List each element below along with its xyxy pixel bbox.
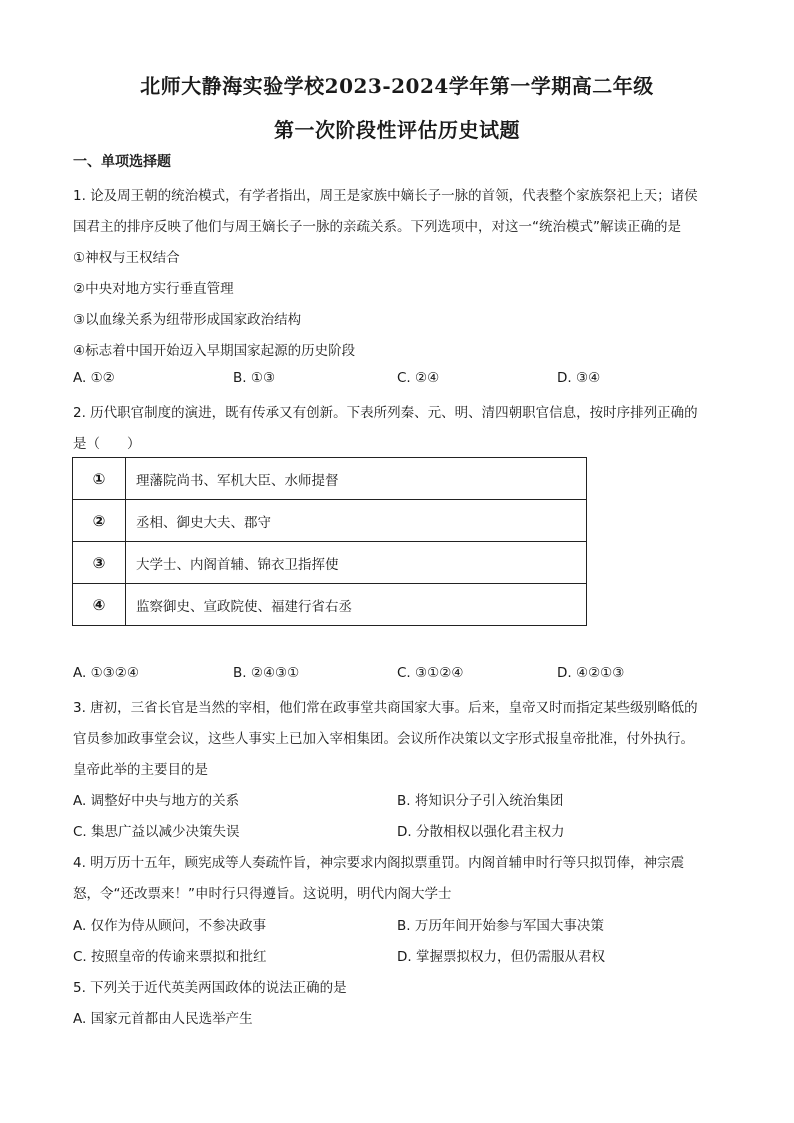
- q3-option-d[interactable]: D. 分散相权以强化君主权力: [397, 824, 565, 840]
- q4-stem-line2: 怒，令“还改票来！”申时行只得遵旨。这说明，明代内阁大学士: [73, 886, 452, 902]
- q2-option-c[interactable]: C. ③①②④: [397, 665, 464, 681]
- q1-item-1: ①神权与王权结合: [73, 250, 180, 266]
- q2-option-b[interactable]: B. ②④③①: [233, 665, 300, 681]
- q3-stem-line3: 皇帝此举的主要目的是: [73, 762, 208, 778]
- q4-option-b[interactable]: B. 万历年间开始参与军国大事决策: [397, 918, 604, 934]
- q4-option-a[interactable]: A. 仅作为侍从顾问，不参决政事: [73, 918, 267, 934]
- q3-option-c[interactable]: C. 集思广益以减少决策失误: [73, 824, 240, 840]
- q1-option-a[interactable]: A. ①②: [73, 370, 115, 386]
- row-number: ①: [73, 458, 126, 500]
- q1-item-4: ④标志着中国开始迈入早期国家起源的历史阶段: [73, 343, 356, 359]
- q3-stem-line2: 官员参加政事堂会议，这些人事实上已加入宰相集团。会议所作决策以文字形式报皇帝批准，付外执行。: [73, 731, 694, 747]
- q5-stem-line1: 5. 下列关于近代英美两国政体的说法正确的是: [73, 980, 347, 996]
- table-row: [73, 584, 587, 626]
- q1-option-d[interactable]: D. ③④: [557, 370, 601, 386]
- q1-option-c[interactable]: C. ②④: [397, 370, 440, 386]
- exam-subtitle: 第一次阶段性评估历史试题: [274, 118, 520, 142]
- q1-stem-line2: 国君主的排序反映了他们与周王嫡长子一脉的亲疏关系。下列选项中，对这一“统治模式”解读正确的是: [73, 219, 681, 235]
- row-number: ④: [73, 584, 126, 626]
- q3-option-a[interactable]: A. 调整好中央与地方的关系: [73, 793, 240, 809]
- q1-item-2: ②中央对地方实行垂直管理: [73, 281, 234, 297]
- q1-item-3: ③以血缘关系为纽带形成国家政治结构: [73, 312, 302, 328]
- q2-option-d[interactable]: D. ④②①③: [557, 665, 625, 681]
- table-row: [73, 500, 587, 542]
- q1-option-b[interactable]: B. ①③: [233, 370, 276, 386]
- q3-stem-line1: 3. 唐初，三省长官是当然的宰相，他们常在政事堂共商国家大事。后来，皇帝又时而指定某些级别略低的: [73, 700, 698, 716]
- q3-option-b[interactable]: B. 将知识分子引入统治集团: [397, 793, 564, 809]
- row-number: ②: [73, 500, 126, 542]
- row-text: 监察御史、宣政院使、福建行省右丞: [126, 584, 587, 626]
- q4-stem-line1: 4. 明万历十五年，顾宪成等人奏疏忤旨，神宗要求内阁拟票重罚。内阁首辅申时行等只拟罚俸，神宗震: [73, 855, 685, 871]
- q2-option-a[interactable]: A. ①③②④: [73, 665, 139, 681]
- q1-stem-line1: 1. 论及周王朝的统治模式，有学者指出，周王是家族中嫡长子一脉的首领，代表整个家族祭祀上天；诸侯: [73, 188, 698, 204]
- q4-option-c[interactable]: C. 按照皇帝的传谕来票拟和批红: [73, 949, 267, 965]
- q4-option-d[interactable]: D. 掌握票拟权力，但仍需服从君权: [397, 949, 605, 965]
- offices-table: [72, 457, 587, 626]
- section-heading: 一、单项选择题: [73, 154, 171, 170]
- row-text: 大学士、内阁首辅、锦衣卫指挥使: [126, 542, 587, 584]
- q2-stem-line2: 是（ ）: [73, 436, 141, 452]
- q2-stem-line1: 2. 历代职官制度的演进，既有传承又有创新。下表所列秦、元、明、清四朝职官信息，按时序排列正确的: [73, 405, 698, 421]
- q5-option-a[interactable]: A. 国家元首都由人民选举产生: [73, 1011, 253, 1027]
- exam-title: 北师大静海实验学校2023-2024学年第一学期高二年级: [140, 74, 654, 98]
- row-text: 理藩院尚书、军机大臣、水师提督: [126, 458, 587, 500]
- row-number: ③: [73, 542, 126, 584]
- row-text: 丞相、御史大夫、郡守: [126, 500, 587, 542]
- table-row: [73, 458, 587, 500]
- table-row: [73, 542, 587, 584]
